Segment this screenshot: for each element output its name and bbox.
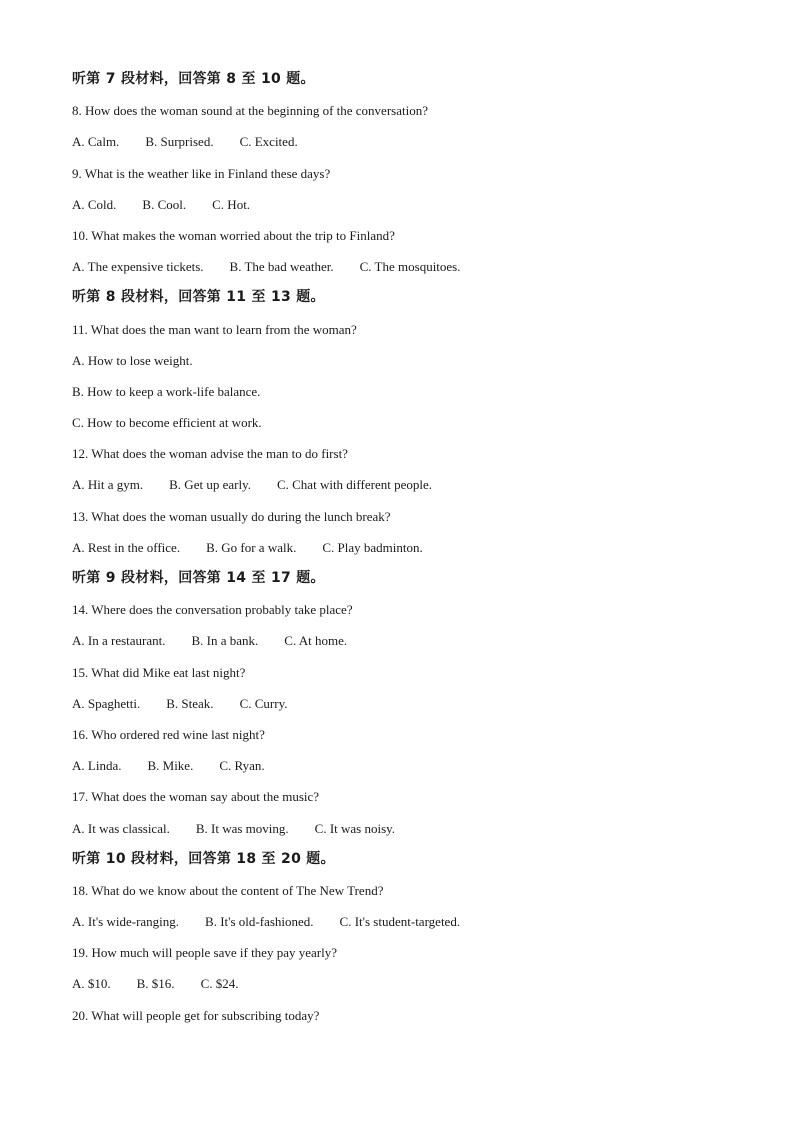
question-19: 19. How much will people save if they pay yearly? (72, 945, 337, 961)
option-b: B. The bad weather. (229, 259, 334, 275)
option-c: C. At home. (284, 633, 348, 649)
options-18 (72, 906, 732, 937)
options-14 (72, 625, 732, 656)
option-a: A. It was classical. (72, 820, 170, 836)
option-c: C. It's student-targeted. (339, 914, 461, 930)
option-c: C. It was noisy. (314, 820, 396, 836)
question-13: 13. What does the woman usually do during the lunch break? (72, 508, 391, 524)
option-b: B. In a bank. (191, 633, 259, 649)
option-c: C. Curry. (239, 695, 288, 711)
exam-page (72, 64, 732, 1031)
options-10 (72, 251, 732, 282)
option-b: B. Get up early. (169, 477, 251, 493)
option-a: A. How to lose weight. (72, 352, 193, 368)
question-12: 12. What does the woman advise the man to do first? (72, 446, 348, 462)
option-c: C. $24. (200, 976, 239, 992)
question-20: 20. What will people get for subscribing today? (72, 1007, 320, 1023)
options-13 (72, 532, 732, 563)
question-18: 18. What do we know about the content of The New Trend? (72, 882, 384, 898)
option-a: A. Rest in the office. (72, 539, 181, 555)
options-9 (72, 189, 732, 220)
options-17 (72, 813, 732, 844)
option-a: A. In a restaurant. (72, 633, 166, 649)
options-19 (72, 968, 732, 999)
question-9: 9. What is the weather like in Finland these days? (72, 165, 331, 181)
option-a: A. Calm. (72, 134, 120, 150)
question-8: 8. How does the woman sound at the beginning of the conversation? (72, 103, 428, 119)
option-a: A. Hit a gym. (72, 477, 144, 493)
option-a: A. The expensive tickets. (72, 259, 204, 275)
option-b: B. Go for a walk. (206, 539, 297, 555)
option-a: A. $10. (72, 976, 111, 992)
question-14: 14. Where does the conversation probably take place? (72, 602, 353, 618)
question-17: 17. What does the woman say about the music? (72, 789, 320, 805)
question-11: 11. What does the man want to learn from the woman? (72, 321, 357, 337)
option-a: A. Spaghetti. (72, 695, 141, 711)
section-heading: 听第 8 段材料，回答第 11 至 13 题。 (72, 289, 325, 306)
option-b: B. It's old-fashioned. (205, 914, 314, 930)
option-b: B. It was moving. (195, 820, 289, 836)
option-c: C. Excited. (239, 134, 298, 150)
options-8 (72, 126, 732, 157)
option-b: B. Surprised. (145, 134, 214, 150)
option-a: A. It's wide-ranging. (72, 914, 180, 930)
option-a: A. Linda. (72, 758, 122, 774)
option-b: B. Cool. (142, 196, 187, 212)
option-c: C. Ryan. (219, 758, 265, 774)
option-c: C. Play badminton. (322, 539, 423, 555)
question-15: 15. What did Mike eat last night? (72, 664, 246, 680)
options-12 (72, 469, 732, 500)
question-16: 16. Who ordered red wine last night? (72, 726, 265, 742)
option-c: C. Chat with different people. (276, 477, 432, 493)
section-heading: 听第 7 段材料，回答第 8 至 10 题。 (72, 71, 315, 87)
options-16 (72, 750, 732, 781)
option-c: C. Hot. (212, 196, 251, 212)
option-b: B. $16. (136, 976, 175, 992)
section-heading: 听第 10 段材料，回答第 18 至 20 题。 (72, 850, 335, 867)
option-b: B. Mike. (147, 758, 194, 774)
option-b: B. Steak. (166, 695, 214, 711)
question-10: 10. What makes the woman worried about the trip to Finland? (72, 227, 395, 243)
section-heading: 听第 9 段材料，回答第 14 至 17 题。 (72, 570, 325, 586)
option-c: C. How to become efficient at work. (72, 415, 262, 431)
option-b: B. How to keep a work-life balance. (72, 383, 261, 399)
option-a: A. Cold. (72, 196, 117, 212)
option-c: C. The mosquitoes. (359, 259, 461, 275)
options-15 (72, 688, 732, 719)
